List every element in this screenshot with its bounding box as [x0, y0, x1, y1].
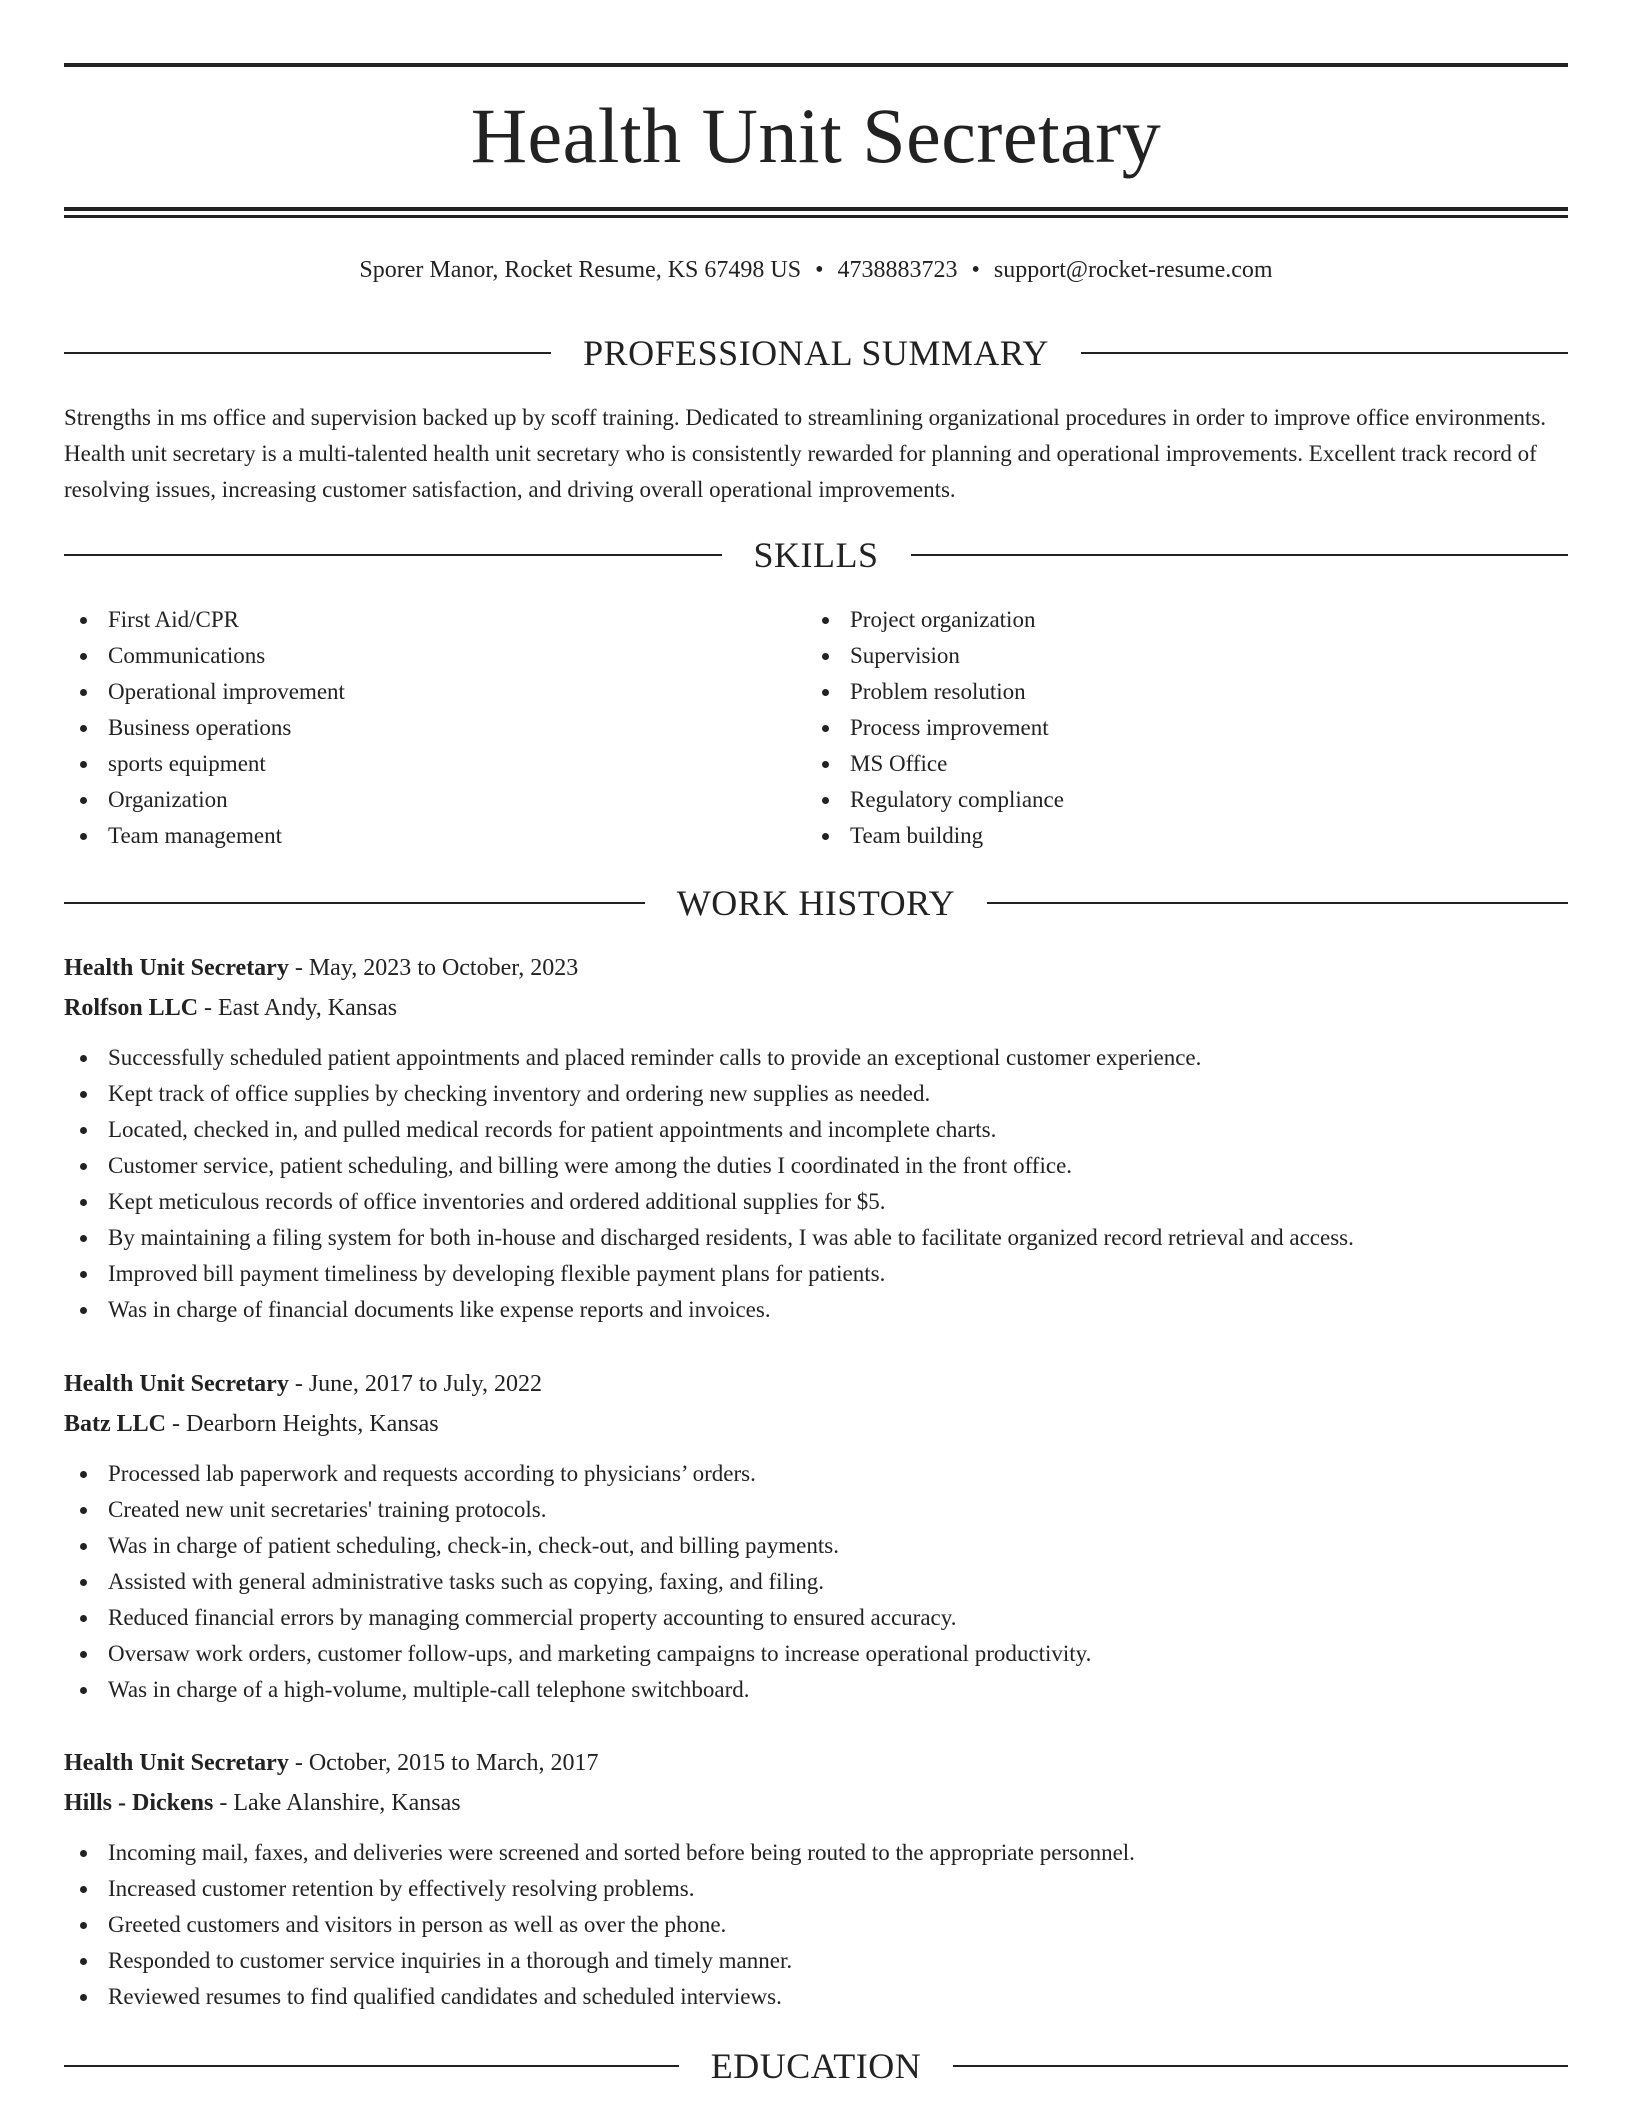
job-title: Health Unit Secretary: [64, 1371, 289, 1397]
job-company: Hills - Dickens: [64, 1790, 214, 1816]
job-duty-item: Responded to customer service inquiries in a thorough and timely manner.: [64, 1943, 1568, 1979]
skill-item: Regulatory compliance: [806, 782, 1548, 818]
top-rule: [64, 63, 1568, 67]
job-title-line: [64, 1364, 1568, 1404]
contact-line: [64, 254, 1568, 286]
job-company-line: [64, 1404, 1568, 1444]
job-company-line: [64, 1783, 1568, 1823]
section-rule-right: [1081, 352, 1568, 354]
job-entry: [64, 948, 1568, 1328]
section-rule-right: [911, 554, 1569, 556]
job-location: - East Andy, Kansas: [198, 995, 398, 1021]
job-company-line: [64, 988, 1568, 1028]
job-duty-item: Improved bill payment timeliness by developing flexible payment plans for patients.: [64, 1256, 1568, 1292]
skill-item: Problem resolution: [806, 674, 1548, 710]
job-company: Batz LLC: [64, 1411, 166, 1437]
section-title-work-history: WORK HISTORY: [676, 883, 956, 923]
section-header-work-history: [64, 883, 1568, 923]
section-rule-left: [64, 902, 645, 904]
job-entry: [64, 1364, 1568, 1708]
job-duty-item: Located, checked in, and pulled medical records for patient appointments and incomplete charts.: [64, 1112, 1568, 1148]
job-duty-item: Oversaw work orders, customer follow-ups, and marketing campaigns to increase operational productivity.: [64, 1636, 1568, 1672]
job-duty-item: Kept meticulous records of office inventories and ordered additional supplies for $5.: [64, 1184, 1568, 1220]
section-header-skills: [64, 535, 1568, 575]
skills-list: [64, 602, 1568, 854]
section-rule-right: [953, 2065, 1568, 2067]
skill-item: Supervision: [806, 638, 1548, 674]
job-title: Health Unit Secretary: [64, 1750, 289, 1776]
contact-email: support@rocket-resume.com: [993, 257, 1273, 283]
section-header-summary: [64, 333, 1568, 373]
skill-item: Communications: [64, 638, 806, 674]
skill-item: MS Office: [806, 746, 1548, 782]
section-title-skills: SKILLS: [753, 535, 879, 575]
skill-item: Organization: [64, 782, 806, 818]
job-location: - Lake Alanshire, Kansas: [213, 1790, 461, 1816]
job-title-line: [64, 948, 1568, 988]
skill-item: Business operations: [64, 710, 806, 746]
skill-item: Team management: [64, 818, 806, 854]
job-duty-item: By maintaining a filing system for both in-house and discharged residents, I was able to facilitate organized record retrieval and access.: [64, 1220, 1568, 1256]
contact-separator: •: [971, 257, 980, 283]
skill-item: First Aid/CPR: [64, 602, 806, 638]
job-dates: - June, 2017 to July, 2022: [288, 1371, 542, 1397]
job-title-line: [64, 1743, 1568, 1783]
job-duties-list: [64, 1456, 1568, 1708]
job-duty-item: Was in charge of financial documents like expense reports and invoices.: [64, 1292, 1568, 1328]
job-duty-item: Reviewed resumes to find qualified candidates and scheduled interviews.: [64, 1979, 1568, 2015]
job-duty-item: Processed lab paperwork and requests according to physicians’ orders.: [64, 1456, 1568, 1492]
job-duty-item: Kept track of office supplies by checking inventory and ordering new supplies as needed.: [64, 1076, 1568, 1112]
professional-summary-text: Strengths in ms office and supervision backed up by scoff training. Dedicated to streamlining organizational procedures in order to improve office environments. Health unit secretary is a multi-talented health unit secretary who is consistently rewarded for planning and operational improvements. Excellent track record of resolving issues, increasing customer satisfaction, and driving overall operational improvements.: [64, 405, 1547, 502]
section-rule-left: [64, 2065, 679, 2067]
skills-column-right: [806, 602, 1548, 854]
job-duties-list: [64, 1835, 1568, 2015]
title-rule-lower: [64, 215, 1568, 218]
section-title-education: EDUCATION: [710, 2046, 922, 2086]
job-duty-item: Assisted with general administrative tasks such as copying, faxing, and filing.: [64, 1564, 1568, 1600]
section-title-summary: PROFESSIONAL SUMMARY: [583, 333, 1049, 373]
section-rule-left: [64, 352, 551, 354]
section-rule-left: [64, 554, 722, 556]
job-duty-item: Incoming mail, faxes, and deliveries were screened and sorted before being routed to the appropriate personnel.: [64, 1835, 1568, 1871]
job-duty-item: Created new unit secretaries' training protocols.: [64, 1492, 1568, 1528]
section-header-education: [64, 2046, 1568, 2086]
contact-address: Sporer Manor, Rocket Resume, KS 67498 US: [359, 257, 802, 283]
title-rule-upper: [64, 207, 1568, 211]
job-duties-list: [64, 1040, 1568, 1328]
job-location: - Dearborn Heights, Kansas: [166, 1411, 439, 1437]
job-duty-item: Reduced financial errors by managing commercial property accounting to ensured accuracy.: [64, 1600, 1568, 1636]
page-title: Health Unit Secretary: [470, 92, 1162, 179]
job-dates: - October, 2015 to March, 2017: [288, 1750, 599, 1776]
job-duty-item: Customer service, patient scheduling, and billing were among the duties I coordinated in the front office.: [64, 1148, 1568, 1184]
job-duty-item: Was in charge of patient scheduling, check-in, check-out, and billing payments.: [64, 1528, 1568, 1564]
job-entry: [64, 1743, 1568, 2015]
section-rule-right: [987, 902, 1568, 904]
skills-column-left: [64, 602, 806, 854]
job-duty-item: Successfully scheduled patient appointments and placed reminder calls to provide an exceptional customer experience.: [64, 1040, 1568, 1076]
skill-item: Project organization: [806, 602, 1548, 638]
job-duty-item: Greeted customers and visitors in person as well as over the phone.: [64, 1907, 1568, 1943]
job-duty-item: Was in charge of a high-volume, multiple-call telephone switchboard.: [64, 1672, 1568, 1708]
job-dates: - May, 2023 to October, 2023: [288, 955, 579, 981]
contact-separator: •: [815, 257, 824, 283]
skill-item: Operational improvement: [64, 674, 806, 710]
skill-item: sports equipment: [64, 746, 806, 782]
contact-phone: 4738883723: [837, 257, 958, 283]
skill-item: Team building: [806, 818, 1548, 854]
job-title: Health Unit Secretary: [64, 955, 289, 981]
job-duty-item: Increased customer retention by effectively resolving problems.: [64, 1871, 1568, 1907]
skill-item: Process improvement: [806, 710, 1548, 746]
job-company: Rolfson LLC: [64, 995, 199, 1021]
